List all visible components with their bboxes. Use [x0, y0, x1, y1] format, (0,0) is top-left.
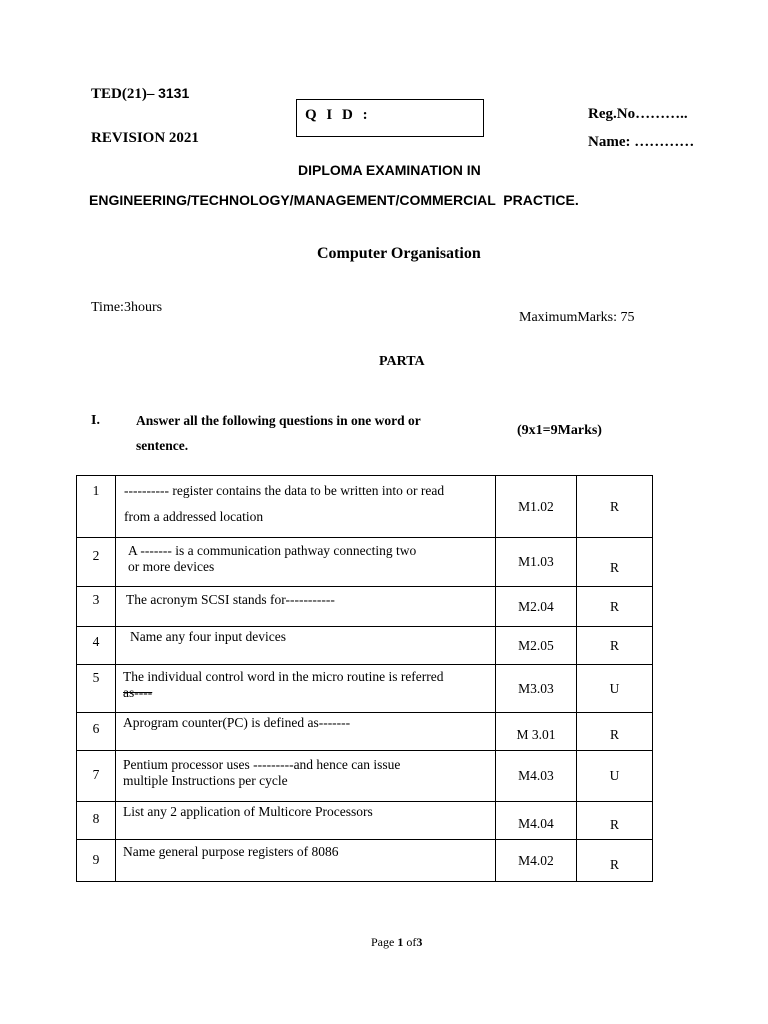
question-text	[116, 713, 496, 751]
question-number: 3	[77, 587, 116, 627]
question-line: A ------- is a communication pathway connecting two	[128, 543, 417, 558]
max-marks: MaximumMarks: 75	[519, 310, 635, 325]
cognitive-level: R	[577, 587, 653, 627]
section-number: I.	[91, 413, 100, 428]
page-current: 1	[397, 935, 404, 949]
question-line: or more devices	[128, 559, 215, 575]
page-word: Page	[371, 935, 395, 949]
question-line: ---------- register contains the data to be written into or read	[124, 483, 445, 498]
module-code: M 3.01	[496, 713, 577, 751]
page-footer	[371, 935, 422, 950]
cognitive-level: R	[577, 802, 653, 840]
cognitive-level: R	[577, 713, 653, 751]
question-line: Pentium processor uses ---------and hence can issue	[123, 757, 401, 772]
question-text	[116, 665, 496, 713]
exam-code	[91, 85, 189, 103]
question-line: Name general purpose registers of 8086	[123, 844, 339, 859]
question-line: multiple Instructions per cycle	[123, 773, 288, 789]
question-text	[116, 476, 496, 538]
cognitive-level: R	[577, 538, 653, 587]
section-marks: (9x1=9Marks)	[517, 423, 602, 438]
question-text	[116, 627, 496, 665]
exam-title-line1: DIPLOMA EXAMINATION IN	[298, 162, 481, 178]
question-line: The acronym SCSI stands for-----------	[126, 592, 335, 607]
cognitive-level: R	[577, 476, 653, 538]
qid-box	[296, 99, 484, 137]
question-number: 9	[77, 840, 116, 882]
question-text	[116, 751, 496, 802]
question-line: Aprogram counter(PC) is defined as-------	[123, 715, 351, 730]
section-instruction-line2: sentence.	[136, 438, 189, 453]
exam-code-number: 3131	[158, 85, 190, 101]
question-number: 6	[77, 713, 116, 751]
page-total: 3	[416, 935, 423, 949]
exam-time: Time:3hours	[91, 300, 163, 315]
module-code: M1.03	[496, 538, 577, 587]
reg-no: Reg.No………..	[588, 106, 688, 122]
module-code: M4.04	[496, 802, 577, 840]
module-code: M4.03	[496, 751, 577, 802]
question-number: 5	[77, 665, 116, 713]
module-code: M3.03	[496, 665, 577, 713]
table-row	[77, 665, 653, 713]
question-text	[116, 802, 496, 840]
question-line: The individual control word in the micro routine is referred	[123, 669, 444, 684]
question-line: Name any four input devices	[130, 629, 286, 644]
question-line: List any 2 application of Multicore Processors	[123, 804, 373, 819]
module-code: M2.04	[496, 587, 577, 627]
question-number: 2	[77, 538, 116, 587]
qid-label: Q I D :	[305, 107, 371, 123]
question-text	[116, 538, 496, 587]
table-row	[77, 587, 653, 627]
table-row	[77, 751, 653, 802]
question-text	[116, 840, 496, 882]
question-number: 7	[77, 751, 116, 802]
subject-title: Computer Organisation	[317, 245, 481, 262]
cognitive-level: U	[577, 665, 653, 713]
table-row	[77, 476, 653, 538]
question-line: from a addressed location	[124, 509, 264, 525]
question-number: 4	[77, 627, 116, 665]
question-number: 8	[77, 802, 116, 840]
cognitive-level: R	[577, 627, 653, 665]
revision: REVISION 2021	[91, 130, 199, 146]
questions-table	[76, 475, 653, 882]
cognitive-level: R	[577, 840, 653, 882]
module-code: M1.02	[496, 476, 577, 538]
table-row	[77, 627, 653, 665]
table-row	[77, 538, 653, 587]
question-text	[116, 587, 496, 627]
table-row	[77, 713, 653, 751]
exam-code-prefix: TED(21)–	[91, 86, 155, 102]
table-row	[77, 802, 653, 840]
cognitive-level: U	[577, 751, 653, 802]
exam-title-line2: ENGINEERING/TECHNOLOGY/MANAGEMENT/COMMERCIAL PRACTICE.	[89, 192, 579, 208]
candidate-name: Name: …………	[588, 134, 695, 150]
question-number: 1	[77, 476, 116, 538]
table-row	[77, 840, 653, 882]
question-line: as----	[123, 685, 153, 701]
section-instruction-line1: Answer all the following questions in one word or	[136, 413, 421, 428]
module-code: M4.02	[496, 840, 577, 882]
module-code: M2.05	[496, 627, 577, 665]
part-heading: PARTA	[379, 354, 425, 369]
of-word: of	[406, 935, 417, 949]
